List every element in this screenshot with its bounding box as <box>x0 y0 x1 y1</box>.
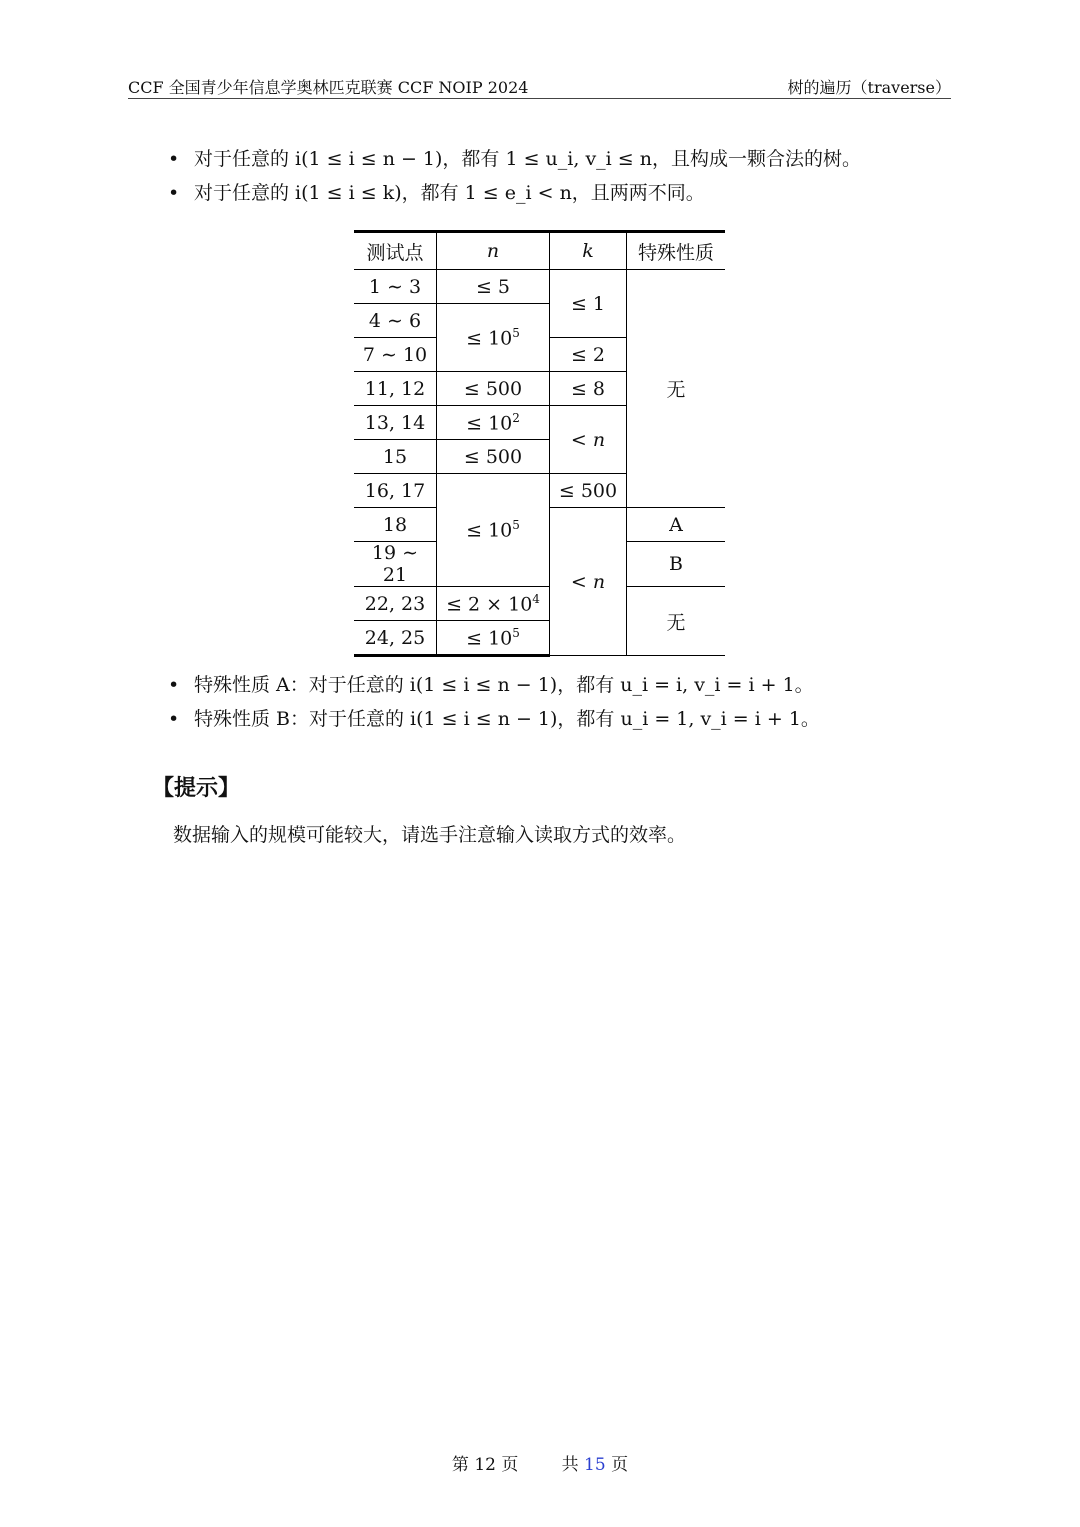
cell-testcase: 16, 17 <box>354 474 437 508</box>
header-testcase: 测试点 <box>354 232 437 270</box>
cell-testcase: 24, 25 <box>354 621 437 656</box>
header-property: 特殊性质 <box>627 232 726 270</box>
cell-n: ≤ 500 <box>437 440 550 474</box>
footer-suffix: 页 <box>611 1455 629 1475</box>
footer-total-prefix: 共 <box>561 1455 579 1475</box>
cell-testcase: 7 ∼ 10 <box>354 338 437 372</box>
hint-text: 数据输入的规模可能较大，请选手注意输入读取方式的效率。 <box>173 824 687 846</box>
header-k: k <box>550 232 627 270</box>
cell-testcase: 19 ∼ 21 <box>354 542 437 587</box>
property-item: • 特殊性质 B：对于任意的 i(1 ≤ i ≤ n − 1)，都有 u_i = 1, v_i = i + 1。 <box>168 702 820 736</box>
cell-n: ≤ $10^5$ <box>437 621 550 656</box>
cell-testcase: 15 <box>354 440 437 474</box>
header-right: 树的遍历（traverse） <box>787 78 951 97</box>
cell-n: ≤ $10^5$ <box>437 474 550 587</box>
footer-prefix: 第 <box>451 1455 469 1475</box>
cell-k: ≤ 500 <box>550 474 627 508</box>
header-left: CCF 全国青少年信息学奥林匹克联赛 CCF NOIP 2024 <box>128 78 529 97</box>
footer-mid: 页 <box>501 1455 519 1475</box>
cell-k: < n <box>550 406 627 474</box>
properties-list <box>168 668 820 736</box>
cell-property: 无 <box>627 587 726 656</box>
cell-testcase: 1 ∼ 3 <box>354 270 437 304</box>
cell-n: ≤ 500 <box>437 372 550 406</box>
subtask-table <box>354 230 725 657</box>
table-row <box>354 587 725 621</box>
page-header <box>128 72 951 99</box>
cell-n: ≤ $2 \times 10^4$ <box>437 587 550 621</box>
cell-testcase: 18 <box>354 508 437 542</box>
cell-n: ≤ 5 <box>437 270 550 304</box>
hint-title: 【提示】 <box>152 775 241 801</box>
cell-property: B <box>627 542 726 587</box>
cell-k: ≤ 8 <box>550 372 627 406</box>
cell-testcase: 13, 14 <box>354 406 437 440</box>
cell-property: 无 <box>627 270 726 508</box>
property-item: • 特殊性质 A：对于任意的 i(1 ≤ i ≤ n − 1)，都有 u_i = i, v_i = i + 1。 <box>168 668 820 702</box>
cell-k: ≤ 1 <box>550 270 627 338</box>
constraints-list <box>168 142 861 210</box>
table-header-row <box>354 232 725 270</box>
cell-property: A <box>627 508 726 542</box>
header-n: n <box>437 232 550 270</box>
cell-n: ≤ $10^2$ <box>437 406 550 440</box>
cell-k: ≤ 2 <box>550 338 627 372</box>
cell-n: ≤ $10^5$ <box>437 304 550 372</box>
table-row <box>354 270 725 304</box>
cell-testcase: 4 ∼ 6 <box>354 304 437 338</box>
cell-testcase: 22, 23 <box>354 587 437 621</box>
page-number: 12 <box>474 1455 496 1475</box>
constraint-item: • 对于任意的 i(1 ≤ i ≤ n − 1)，都有 1 ≤ u_i, v_i ≤ n，且构成一颗合法的树。 <box>168 142 861 176</box>
constraint-item: • 对于任意的 i(1 ≤ i ≤ k)，都有 1 ≤ e_i < n，且两两不同。 <box>168 176 861 210</box>
total-pages-link[interactable]: 15 <box>584 1455 606 1475</box>
cell-k: < n <box>550 508 627 656</box>
page-footer <box>0 1450 1080 1475</box>
cell-testcase: 11, 12 <box>354 372 437 406</box>
